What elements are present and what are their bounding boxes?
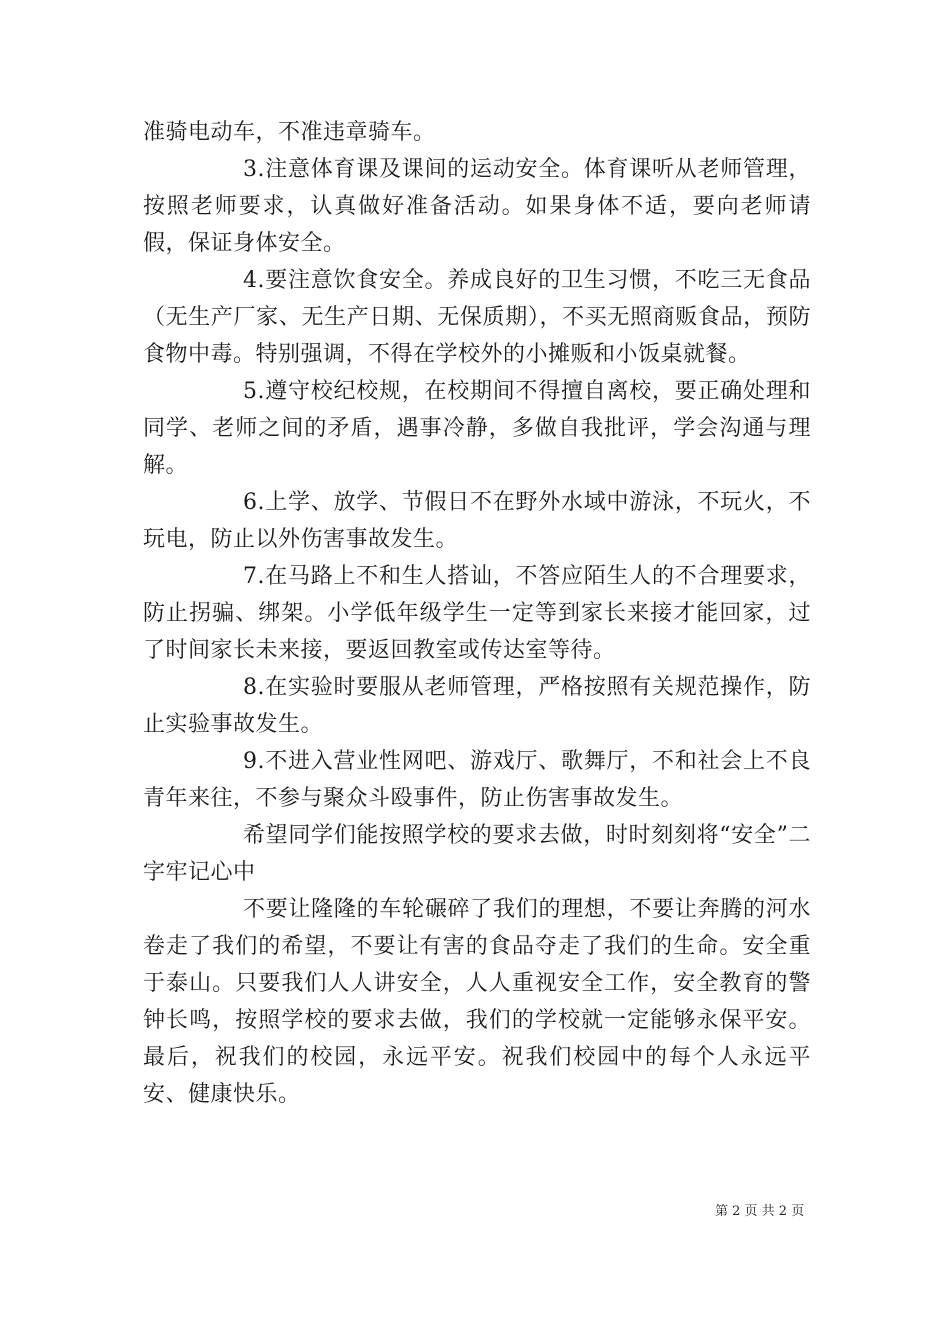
- paragraph-item-3: 3.注意体育课及课间的运动安全。体育课听从老师管理，按照老师要求，认真做好准备活动。如果身体不适，要向老师请假，保证身体安全。: [143, 157, 811, 256]
- paragraph-continuation: 准骑电动车，不准违章骑车。: [143, 120, 436, 145]
- paragraph-closing: 不要让隆隆的车轮碾碎了我们的理想，不要让奔腾的河水卷走了我们的希望，不要让有害的食品夺走了我们的生命。安全重于泰山。只要我们人人讲安全，人人重视安全工作，安全教育的警钟长鸣，按照学校的要求去做，我们的学校就一定能够永保平安。最后，祝我们的校园，永远平安。祝我们校园中的每个人永远平安、健康快乐。: [143, 897, 811, 1107]
- paragraph-item-5: 5.遵守校纪校规，在校期间不得擅自离校，要正确处理和同学、老师之间的矛盾，遇事冷静，多做自我批评，学会沟通与理解。: [143, 379, 811, 478]
- paragraph-item-8: 8.在实验时要服从老师管理，严格按照有关规范操作，防止实验事故发生。: [143, 675, 811, 737]
- page-number-footer: 第 2 页 共 2 页: [715, 1204, 805, 1219]
- paragraph-hope: 希望同学们能按照学校的要求去做，时时刻刻将“安全”二字牢记心中: [143, 823, 811, 885]
- paragraph-item-4: 4.要注意饮食安全。养成良好的卫生习惯，不吃三无食品（无生产厂家、无生产日期、无保质期），不买无照商贩食品，预防食物中毒。特别强调，不得在学校外的小摊贩和小饭桌就餐。: [143, 268, 811, 367]
- paragraph-item-6: 6.上学、放学、节假日不在野外水域中游泳，不玩火，不玩电，防止以外伤害事故发生。: [143, 490, 811, 552]
- paragraph-item-7: 7.在马路上不和生人搭讪，不答应陌生人的不合理要求，防止拐骗、绑架。小学低年级学生一定等到家长来接才能回家，过了时间家长未来接，要返回教室或传达室等待。: [143, 564, 811, 663]
- paragraph-item-9: 9.不进入营业性网吧、游戏厅、歌舞厅，不和社会上不良青年来往，不参与聚众斗殴事件，防止伤害事故发生。: [143, 749, 811, 811]
- document-body: [143, 114, 811, 1113]
